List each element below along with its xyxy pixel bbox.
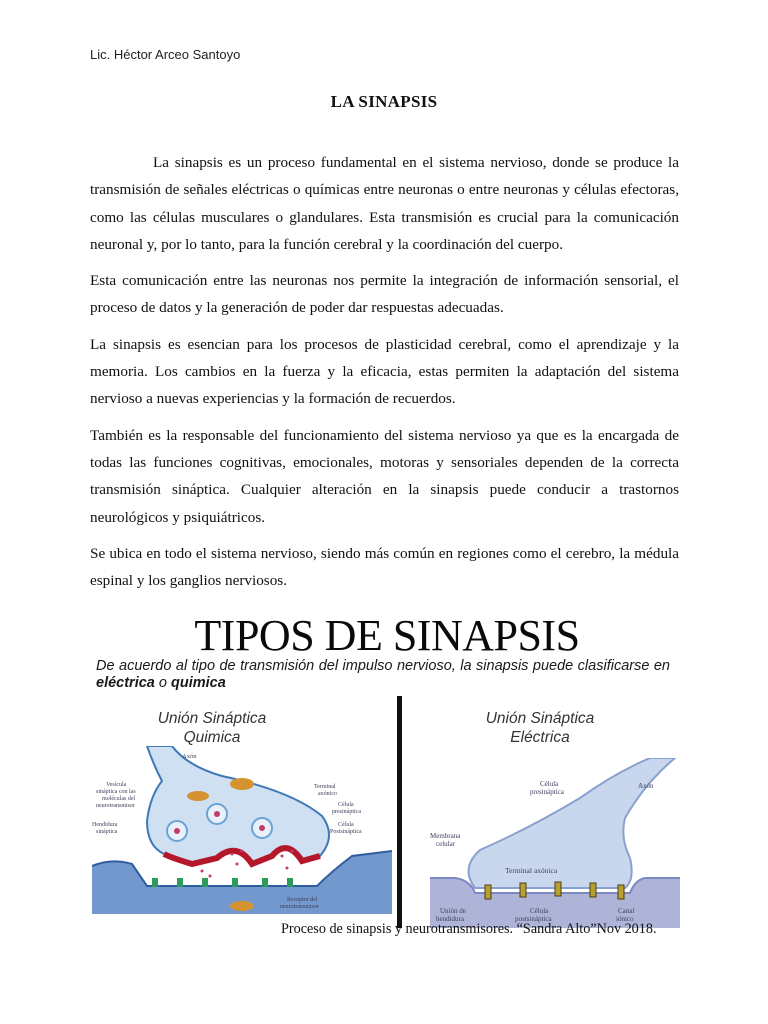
label-terminal: Terminal (314, 784, 336, 790)
figure-caption: Proceso de sinapsis y neurotransmisores. “Sandra Alto”Nov 2018. (281, 921, 657, 937)
label-postsynaptic: Célula (338, 822, 354, 828)
figure-title: TIPOS DE SINAPSIS (194, 611, 580, 660)
chemical-title-line1: Unión Sináptica (157, 710, 267, 727)
label-terminal: Terminal axónica (505, 866, 558, 875)
electric-title-line1: Unión Sináptica (485, 710, 595, 727)
figure-subtitle-electric: eléctrica (96, 675, 155, 691)
label-presynaptic: Célula (540, 780, 559, 788)
paragraph-plasticity: La sinapsis es esencian para los procesos de plasticidad cerebral, como el aprendizaje y la memoria. Los cambios en la fuerza y la eficacia, estas permiten la adaptación del sistema nervioso a nuevas experiencias y la formación de recuerdos. (90, 335, 679, 408)
mitochondria-icon (187, 791, 209, 801)
paragraph-function: También es la responsable del funcionamiento del sistema nervioso ya que es la encargada de todas las funciones cognitivas, emocionales, motoras y sensoriales dependen de la correcta transmisión sináptica. Cualquier alteración en la sinapsis puede conducir a trastornos neurológicos y psiquiátricos. (90, 426, 679, 526)
label-cleft: sináptica (96, 829, 118, 835)
label-presynaptic: Célula (338, 802, 354, 808)
label-ion-channel: iónico (616, 915, 634, 923)
label-membrane: Membrana (430, 832, 461, 840)
receptor-icon (177, 878, 183, 887)
document-body (90, 149, 679, 603)
ion-channel-icon (618, 885, 624, 899)
label-gap-junction: Unión de (440, 907, 466, 915)
ion-channel-icon (590, 883, 596, 897)
document-title: LA SINAPSIS (330, 92, 438, 111)
receptor-icon (287, 878, 293, 887)
label-vesicle: moléculas del (102, 796, 136, 802)
label-vesicle: sináptica con las (96, 789, 136, 795)
receptor-icon (232, 878, 238, 887)
paragraph-location: Se ubica en todo el sistema nervioso, siendo más común en regiones como el cerebro, la médula espinal y los ganglios nerviosos. (90, 544, 679, 590)
label-cleft: Hendidura (92, 822, 118, 828)
paragraph-communication: Esta comunicación entre las neuronas nos permite la integración de información sensorial, el proceso de datos y la generación de poder dar respuestas adecuadas. (90, 272, 679, 317)
receptor-icon (152, 878, 158, 887)
ion-channel-icon (485, 885, 491, 899)
label-axon: Axón (182, 753, 197, 760)
ion-channel-icon (520, 883, 526, 897)
electric-title-line2: Eléctrica (510, 729, 570, 746)
figure-subtitle-text: De acuerdo al tipo de transmisión del impulso nervioso, la sinapsis puede clasificarse en (96, 658, 670, 674)
synapse-types-figure (92, 608, 682, 938)
author-header: Lic. Héctor Arceo Santoyo (90, 47, 241, 62)
label-gap-junction: hendidura (436, 915, 464, 923)
label-membrane: celular (436, 840, 456, 848)
label-receptor: Receptor del (287, 897, 318, 903)
label-presynaptic: presináptica (332, 809, 361, 815)
electric-panel-title (460, 709, 620, 747)
chemical-panel-title (132, 709, 292, 747)
label-vesicle: neurotransmisor (96, 803, 135, 809)
receptor-icon (202, 878, 208, 887)
label-ion-channel: Canal (618, 907, 635, 915)
label-axon: Axón (638, 782, 654, 790)
chemical-title-line2: Quimica (183, 729, 241, 746)
ion-channel-icon (555, 882, 561, 896)
label-receptor: neurotransmisor (280, 904, 319, 910)
receptor-icon (262, 878, 268, 887)
label-postsynaptic: Postsináptica (330, 829, 362, 835)
label-postsynaptic: postsináptica (515, 915, 552, 923)
mitochondria-icon (230, 778, 254, 790)
label-vesicle: Vesícula (106, 782, 127, 788)
mitochondria-icon (230, 901, 254, 911)
electric-synapse-diagram (430, 758, 680, 928)
figure-subtitle-chemical: quimica (170, 675, 226, 691)
figure-subtitle (96, 658, 670, 692)
label-postsynaptic: Célula (530, 907, 549, 915)
figure-subtitle-or: o (154, 675, 171, 691)
chemical-synapse-diagram (92, 746, 392, 926)
label-presynaptic: presináptica (530, 788, 564, 796)
figure-divider (397, 696, 402, 928)
label-terminal: axónico (318, 791, 337, 797)
paragraph-intro: La sinapsis es un proceso fundamental en el sistema nervioso, donde se produce la transmisión de señales eléctricas o químicas entre neuronas o entre neuronas y células efectoras, como las células musculares o glandulares. Esta transmisión es crucial para la comunicación neuronal y, por lo tanto, para la función cerebral y la coordinación del cuerpo. (90, 154, 679, 253)
